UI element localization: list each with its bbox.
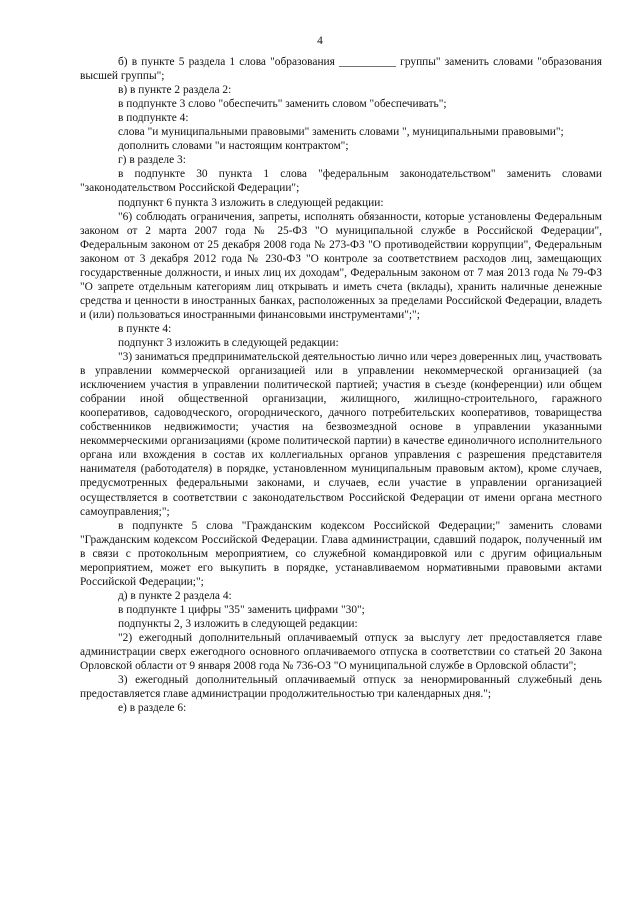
paragraph: 3) ежегодный дополнительный оплачиваемый отпуск за ненормированный служебный день предоставляется главе администрации продолжительностью три календарных дня."; xyxy=(80,674,602,701)
paragraph: е) в разделе 6: xyxy=(118,702,187,715)
paragraph: подпункт 6 пункта 3 изложить в следующей редакции: xyxy=(118,196,384,209)
paragraph: в) в пункте 2 раздела 2: xyxy=(118,84,232,97)
page-number: 4 xyxy=(317,35,323,47)
document-body xyxy=(80,55,602,715)
paragraph: слова "и муниципальными правовыми" заменить словами ", муниципальными правовыми"; xyxy=(118,126,564,139)
paragraph: подпункт 3 изложить в следующей редакции: xyxy=(118,336,339,349)
paragraph: в подпункте 5 слова "Гражданским кодексом Российской Федерации;" заменить словами "Гражданским кодексом Российской Федерации. Глава администрации, сдавший подарок, полученный им в связи с протокольным мероприятием, со служебной командировкой или с другим официальным мероприятием, может его выкупить в порядке, устанавливаемом нормативными правовыми актами Российской Федерации;"; xyxy=(80,519,602,588)
paragraph: дополнить словами "и настоящим контрактом"; xyxy=(118,140,349,153)
paragraph: г) в разделе 3: xyxy=(118,154,186,167)
paragraph: "2) ежегодный дополнительный оплачиваемый отпуск за выслугу лет предоставляется главе администрации сверх ежегодного основного оплачиваемого отпуска в соответствии со статьей 20 Закона Орловской области от 9 января 2008 года № 736-ОЗ "О муниципальной службе в Орловской области"; xyxy=(80,631,602,673)
paragraph: в подпункте 3 слово "обеспечить" заменить словом "обеспечивать"; xyxy=(118,98,447,111)
paragraph: в подпункте 4: xyxy=(118,112,189,125)
paragraph: в подпункте 1 цифры "35" заменить цифрами "30"; xyxy=(118,603,365,616)
paragraph: "3) заниматься предпринимательской деятельностью лично или через доверенных лиц, участвовать в управлении коммерческой организацией или в управлении некоммерческой организацией (за исключением участия в управлении политической партией; участия в съезде (конференции) или общем собрании иной общественной организации, жилищного, жилищно-строительного, гаражного кооперативов, садоводческого, огороднического, дачного потребительских кооперативов, товарищества собственников недвижимости; участия на безвозмездной основе в управлении указанными некоммерческими организациями (кроме политической партии) в качестве единоличного исполнительного органа или вхождения в состав их коллегиальных органов управления с разрешения представителя нанимателя (работодателя) в порядке, установленном муниципальным правовым актом), кроме случаев, предусмотренных федеральными законами, и случаев, если участие в управлении организацией осуществляется в соответствии с законодательством Российской Федерации от имени органа местного самоуправления;"; xyxy=(80,351,602,518)
paragraph: в пункте 4: xyxy=(118,322,172,335)
paragraph: д) в пункте 2 раздела 4: xyxy=(118,589,232,602)
paragraph: подпункты 2, 3 изложить в следующей редакции: xyxy=(118,617,358,630)
paragraph: б) в пункте 5 раздела 1 слова "образования __________ группы" заменить словами "образования высшей группы"; xyxy=(80,56,602,83)
paragraph: "6) соблюдать ограничения, запреты, исполнять обязанности, которые установлены Федеральным законом от 2 марта 2007 года № 25-ФЗ "О муниципальной службе в Российской Федерации", Федеральным законом от 25 декабря 2008 года № 273-ФЗ "О противодействии коррупции", Федеральным законом от 3 декабря 2012 года № 230-ФЗ "О контроле за соответствием расходов лиц, замещающих государственные должности, и иных лиц их доходам", Федеральным законом от 7 мая 2013 года № 79-ФЗ "О запрете отдельным категориям лиц открывать и иметь счета (вклады), хранить наличные денежные средства и ценности в иностранных банках, расположенных за пределами Российской Федерации, владеть и (или) пользоваться иностранными финансовыми инструментами";"; xyxy=(80,210,602,321)
paragraph: в подпункте 30 пункта 1 слова "федеральным законодательством" заменить словами "законодательством Российской Федерации"; xyxy=(80,168,602,195)
